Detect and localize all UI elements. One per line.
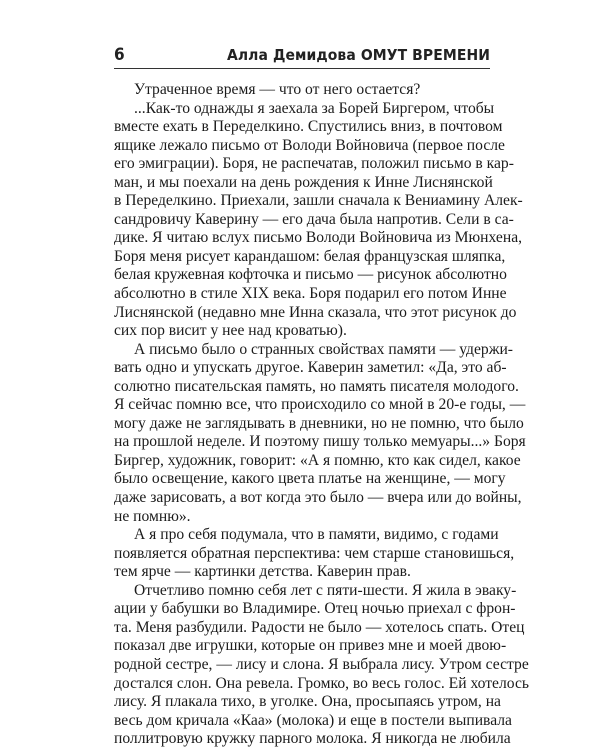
text-line: на прошлой неделе. И поэтому пишу только мемуары...» Боря — [114, 433, 526, 451]
text-line: в Переделкино. Приехали, зашли сначала к Вениамину Алек- — [114, 192, 523, 210]
text-line: солютно писательская память, но память писателя молодого. — [114, 377, 519, 395]
text-line: сандровичу Каверину — его дача была напротив. Сели в са- — [114, 210, 514, 228]
text-line: вместе ехать в Переделкино. Спустились вниз, в почтовом — [114, 118, 503, 136]
text-line: Лиснянской (недавно мне Инна сказала, что этот рисунок до — [114, 303, 517, 321]
text-line: даже зарисовать, а вот когда это было — вчера или до войны, — [114, 489, 522, 507]
text-line: Я сейчас помню все, что происходило со мной в 20-е годы, — — [114, 396, 526, 414]
text-line: дике. Я читаю вслух письмо Володи Войновича из Мюнхена, — [114, 229, 523, 247]
text-line: появляется обратная перспектива: чем старше становишься, — [114, 544, 515, 562]
page-number: 6 — [114, 45, 125, 65]
text-line: не помню». — [114, 507, 191, 525]
text-line: тем ярче — картинки детства. Каверин прав. — [114, 563, 411, 581]
book-title-header: Алла Демидова ОМУТ ВРЕМЕНИ — [226, 46, 490, 64]
text-line: показал две игрушки, которые он привез мне и моей двою- — [114, 637, 507, 655]
text-line: А письмо было о странных свойствах памяти — удержи- — [134, 340, 514, 358]
text-line: достался слон. Она ревела. Громко, во весь голос. Ей хотелось — [114, 674, 529, 692]
text-line: Отчетливо помню себя лет с пяти-шести. Я жила в эваку- — [134, 581, 517, 599]
text-line: белая кружевная кофточка и письмо — рисунок абсолютно — [114, 266, 507, 284]
text-line: родной сестре, — лису и слона. Я выбрала лису. Утром сестре — [114, 655, 529, 673]
text-line: та. Меня разбудили. Радости не было — хотелось спать. Отец — [114, 618, 525, 636]
text-line: ящике лежало письмо от Володи Войновича (первое после — [114, 136, 505, 154]
text-line: Утраченное время — что от него остается? — [134, 81, 421, 98]
text-line: ...Как-то однажды я заехала за Борей Биргером, чтобы — [134, 99, 495, 117]
text-line: его эмиграции). Боря, не распечатав, положил письмо в кар- — [114, 155, 514, 173]
running-head — [114, 36, 490, 66]
header-rule — [114, 68, 490, 69]
text-line: Биргер, художник, говорит: «А я помню, кто как сидел, какое — [114, 451, 521, 469]
text-line: абсолютно в стиле XIX века. Боря подарил его потом Инне — [114, 285, 507, 303]
text-line: лису. Я плакала тихо, в уголке. Она, просыпаясь утром, на — [114, 693, 501, 711]
text-line: могу даже не заглядывать в дневники, но не помню, что было — [114, 414, 524, 432]
text-line: было освещение, какого цвета платье на женщине, — могу — [114, 470, 506, 488]
body-text — [114, 81, 529, 749]
text-line: вать одно и упускать другое. Каверин заметил: «Да, это аб- — [114, 359, 507, 377]
text-line: ации у бабушки во Владимире. Отец ночью приехал с фрон- — [114, 600, 516, 618]
text-line: весь дом кричала «Каа» (молока) и еще в постели выпивала — [114, 711, 512, 729]
text-line: Боря меня рисует карандашом: белая французская шляпка, — [114, 247, 506, 265]
text-line: ман, и мы поехали на день рождения к Инне Лиснянской — [114, 173, 493, 191]
text-line: поллитровую кружку парного молока. Я никогда не любила — [114, 730, 511, 748]
text-line: сих пор висит у нее над кроватью). — [114, 322, 347, 340]
text-line: А я про себя подумала, что в памяти, видимо, с годами — [134, 526, 499, 544]
